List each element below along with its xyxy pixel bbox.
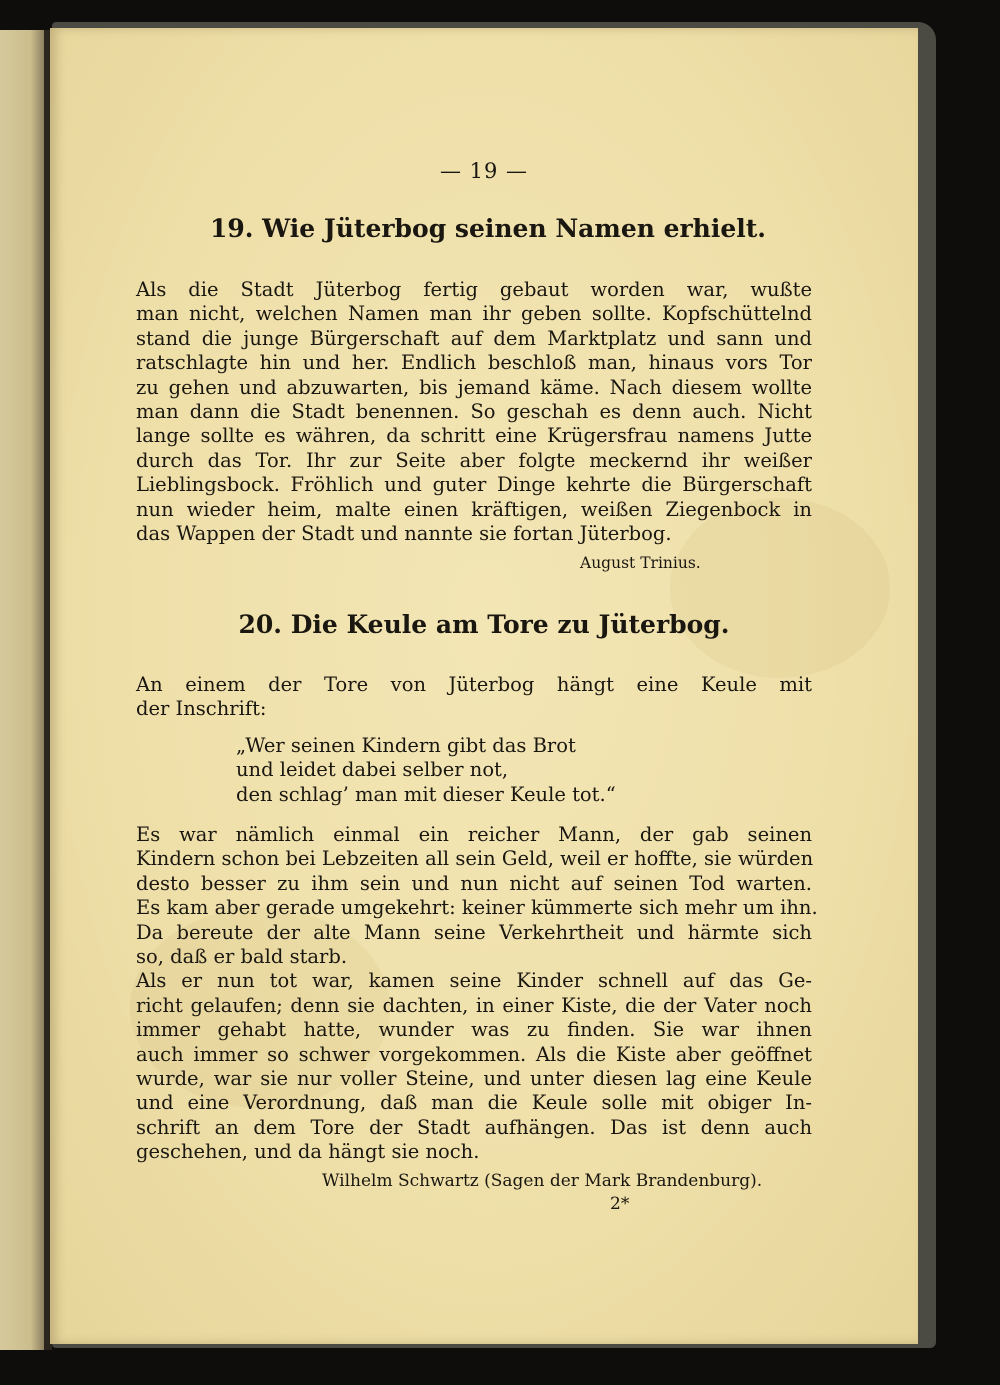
story1-line: stand die junge Bürgerschaft auf dem Marktplatz und sann und: [136, 326, 812, 350]
story2-intro-line: der Inschrift:: [136, 697, 267, 721]
inscription-verse-line: und leidet dabei selber not,: [236, 758, 509, 782]
story2-para2-line: auch immer so schwer vorgekommen. Als die Kiste aber geöffnet: [136, 1042, 812, 1066]
inscription-verse-line: „Wer seinen Kindern gibt das Brot: [236, 734, 576, 757]
story2-para2-line: Als er nun tot war, kamen seine Kinder schnell auf das Ge-: [136, 969, 812, 993]
story2-para2-line: schrift an dem Tore der Stadt aufhängen. Das ist denn auch: [136, 1115, 812, 1139]
page-number: — 19 —: [439, 159, 529, 183]
story2-para1-line: so, daß er bald starb.: [136, 945, 348, 968]
inscription-verse-line: den schlag’ man mit dieser Keule tot.“: [236, 782, 616, 806]
story1-line: man nicht, welchen Namen man ihr geben sollte. Kopfschüttelnd: [136, 302, 812, 326]
page: [50, 28, 918, 1344]
story2-para1-line: Es kam aber gerade umgekehrt: keiner kümmerte sich mehr um ihn.: [136, 896, 818, 920]
story1-line: durch das Tor. Ihr zur Seite aber folgte meckernd ihr weißer: [136, 448, 812, 472]
story2-title: 20. Die Keule am Tore zu Jüterbog.: [238, 610, 730, 639]
story2-para1-line: Da bereute der alte Mann seine Verkehrtheit und härmte sich: [136, 920, 812, 944]
story2-para2-line: geschehen, und da hängt sie noch.: [136, 1140, 480, 1164]
story2-intro-line: An einem der Tore von Jüterbog hängt eine Keule mit: [136, 673, 812, 696]
story2-para1-line: desto besser zu ihm sein und nun nicht auf seinen Tod warten.: [136, 871, 812, 895]
story1-line: man dann die Stadt benennen. So geschah es denn auch. Nicht: [136, 400, 812, 423]
story1-title: 19. Wie Jüterbog seinen Namen erhielt.: [209, 214, 767, 243]
story1-line: das Wappen der Stadt und nannte sie fortan Jüterbog.: [136, 522, 672, 545]
story2-para2-line: wurde, war sie nur voller Steine, und unter diesen lag eine Keule: [136, 1067, 812, 1090]
story1-line: nun wieder heim, malte einen kräftigen, weißen Ziegenbock in: [136, 497, 812, 521]
story1-line: Lieblingsbock. Fröhlich und guter Dinge kehrte die Bürgerschaft: [136, 473, 812, 497]
signature-mark: 2*: [610, 1194, 630, 1214]
story1-line: lange sollte es währen, da schritt eine Krügersfrau namens Jutte: [136, 424, 812, 448]
story1-line: Als die Stadt Jüterbog fertig gebaut worden war, wußte: [136, 278, 812, 301]
left-page-edge: [0, 30, 44, 1350]
story1-line: zu gehen und abzuwarten, bis jemand käme. Nach diesem wollte: [136, 375, 812, 399]
story2-para1-line: Kindern schon bei Lebzeiten all sein Geld, weil er hoffte, sie würden: [136, 847, 814, 871]
story2-para2-line: immer gehabt hatte, wunder was zu finden. Sie war ihnen: [136, 1018, 812, 1042]
story2-attribution: Wilhelm Schwartz (Sagen der Mark Brandenburg).: [322, 1171, 763, 1191]
story2-para1-line: Es war nämlich einmal ein reicher Mann, der gab seinen: [136, 823, 812, 846]
story1-attribution: August Trinius.: [580, 554, 701, 572]
story2-para2-line: und eine Verordnung, daß man die Keule solle mit obiger In-: [136, 1091, 812, 1115]
story1-line: ratschlagte hin und her. Endlich beschloß man, hinaus vors Tor: [136, 351, 812, 375]
story2-para2-line: richt gelaufen; denn sie dachten, in einer Kiste, die der Vater noch: [136, 993, 812, 1017]
